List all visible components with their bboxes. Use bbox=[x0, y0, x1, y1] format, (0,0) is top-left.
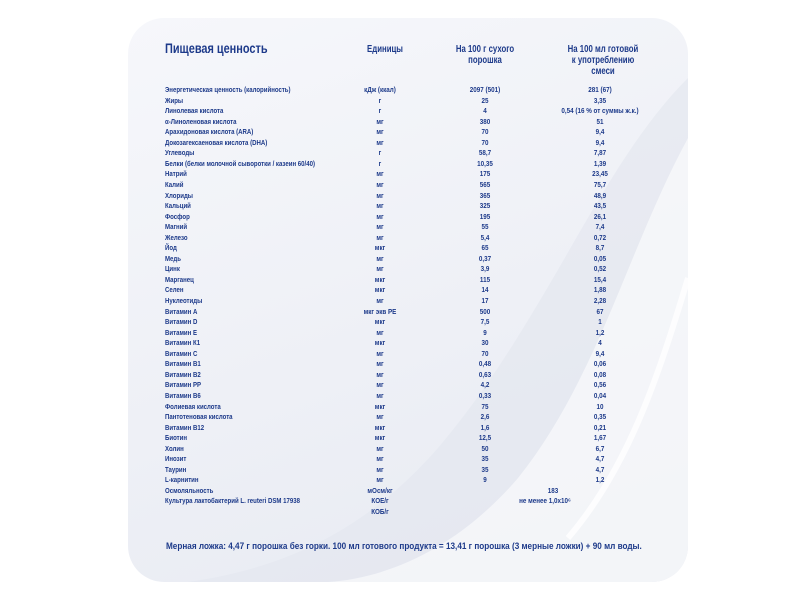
value-per-100g-dry: 0,63 bbox=[478, 369, 492, 379]
value-per-100g-dry: 500 bbox=[479, 306, 491, 316]
value-per-100g-dry: 380 bbox=[479, 116, 491, 126]
value-per-100ml-ready: 0,56 bbox=[593, 380, 607, 390]
table-row bbox=[165, 328, 665, 338]
table-row bbox=[165, 412, 665, 422]
nutrient-unit: г bbox=[378, 106, 382, 116]
value-per-100ml-ready: 10 bbox=[596, 401, 604, 411]
value-per-100ml-ready: 1 bbox=[598, 317, 602, 327]
nutrient-unit: мг bbox=[376, 369, 384, 379]
table-row bbox=[165, 454, 665, 464]
nutrient-name: Витамин В1 bbox=[165, 359, 201, 369]
nutrient-name: Йод bbox=[165, 243, 177, 253]
table-row bbox=[165, 127, 665, 137]
nutrient-name: Линолевая кислота bbox=[165, 106, 224, 116]
nutrient-name: Биотин bbox=[165, 433, 187, 443]
nutrient-unit: мг bbox=[376, 264, 384, 274]
nutrient-unit: мг bbox=[376, 475, 384, 485]
nutrient-name: Витамин К1 bbox=[165, 338, 201, 348]
value-per-100ml-ready: 4,7 bbox=[595, 454, 605, 464]
nutrient-unit: мкг bbox=[374, 243, 386, 253]
nutrient-name: Жиры bbox=[165, 95, 184, 105]
nutrient-unit: г bbox=[378, 148, 382, 158]
table-row bbox=[165, 85, 665, 95]
table-row bbox=[165, 191, 665, 201]
value-per-100g-dry: 365 bbox=[479, 190, 491, 200]
nutrient-name: Кальций bbox=[165, 201, 191, 211]
nutrient-unit: мг bbox=[376, 253, 384, 263]
nutrient-unit: мг bbox=[376, 222, 384, 232]
value-per-100ml-ready: 51 bbox=[596, 116, 604, 126]
table-row bbox=[165, 117, 665, 127]
value-per-100ml-ready: 1,2 bbox=[595, 327, 605, 337]
nutrient-name: Докозагексаеновая кислота (DHA) bbox=[165, 137, 268, 147]
nutrient-name: Медь bbox=[165, 253, 182, 263]
value-per-100ml-ready: 0,52 bbox=[593, 264, 607, 274]
table-row bbox=[165, 317, 665, 327]
nutrient-unit: мг bbox=[376, 464, 384, 474]
nutrient-name: α-Линоленовая кислота bbox=[165, 116, 237, 126]
value-per-100g-dry: 4 bbox=[483, 106, 487, 116]
value-per-100g-dry: 195 bbox=[479, 211, 491, 221]
value-per-100ml-ready: 67 bbox=[596, 306, 604, 316]
table-row bbox=[165, 423, 665, 433]
value-per-100ml-ready: 3,35 bbox=[593, 95, 607, 105]
value-per-100ml-ready: 8,7 bbox=[595, 243, 605, 253]
footnote: Мерная ложка: 4,47 г порошка без горки. 100 мл готового продукта = 13,41 г порошка (3 мерные ложки) + 90 мл воды. bbox=[166, 541, 642, 552]
nutrient-unit: г bbox=[378, 158, 382, 168]
nutrient-name: Фолиевая кислота bbox=[165, 401, 221, 411]
value-per-100ml-ready: 0,21 bbox=[593, 422, 607, 432]
value-per-100ml-ready: 9,4 bbox=[595, 127, 605, 137]
value-per-100ml-ready: 1,2 bbox=[595, 475, 605, 485]
value-per-100g-dry: 3,9 bbox=[480, 264, 490, 274]
table-row bbox=[165, 507, 665, 517]
value-per-100g-dry: 10,35 bbox=[477, 158, 493, 168]
value-per-100ml-ready: 2,28 bbox=[593, 296, 607, 305]
table-row bbox=[165, 475, 665, 485]
value-per-100ml-ready: не менее 1,0x10⁶ bbox=[519, 496, 571, 506]
nutrient-unit: мг bbox=[376, 201, 384, 211]
nutrient-name: Витамин Е bbox=[165, 327, 198, 337]
value-per-100ml-ready: 0,54 (16 % от суммы ж.к.) bbox=[561, 106, 639, 116]
value-per-100ml-ready: 7,4 bbox=[595, 222, 605, 232]
nutrient-name: Железо bbox=[165, 232, 188, 242]
value-per-100g-dry: 5,4 bbox=[480, 232, 490, 242]
nutrient-unit: мкг bbox=[374, 401, 386, 411]
nutrient-unit: КОЕ/г bbox=[371, 496, 389, 506]
dry-header-line1: На 100 г сухого bbox=[455, 44, 515, 55]
table-row bbox=[165, 96, 665, 106]
nutrient-unit: мг bbox=[376, 116, 384, 126]
table-row bbox=[165, 370, 665, 380]
table-row bbox=[165, 254, 665, 264]
nutrient-name: Натрий bbox=[165, 169, 187, 179]
nutrient-unit: мг bbox=[376, 211, 384, 221]
value-per-100g-dry: 14 bbox=[481, 285, 489, 295]
nutrient-unit: мкг bbox=[374, 317, 386, 327]
table-row bbox=[165, 496, 665, 506]
value-per-100g-dry: 35 bbox=[481, 464, 489, 474]
table-row bbox=[165, 465, 665, 475]
value-per-100g-dry: 70 bbox=[481, 127, 489, 137]
value-per-100ml-ready: 23,45 bbox=[592, 169, 608, 179]
nutrient-name: Селен bbox=[165, 285, 184, 295]
table-row bbox=[165, 148, 665, 158]
value-per-100g-dry: 1,6 bbox=[480, 422, 490, 432]
nutrient-name: Витамин В12 bbox=[165, 422, 205, 432]
nutrient-unit: мг bbox=[376, 454, 384, 464]
nutrient-unit: мг bbox=[376, 127, 384, 137]
value-per-100ml-ready: 7,87 bbox=[593, 148, 607, 158]
table-row bbox=[165, 275, 665, 285]
table-row bbox=[165, 402, 665, 412]
column-header-dry-powder bbox=[450, 44, 520, 66]
table-row bbox=[165, 359, 665, 369]
table-row bbox=[165, 201, 665, 211]
nutrient-name: Хлориды bbox=[165, 190, 193, 200]
value-per-100g-dry: 75 bbox=[481, 401, 489, 411]
value-per-100g-dry: 17 bbox=[481, 296, 489, 305]
value-per-100g-dry: 9 bbox=[483, 475, 487, 485]
value-per-100ml-ready: 26,1 bbox=[593, 211, 607, 221]
value-per-100ml-ready: 1,88 bbox=[593, 285, 607, 295]
value-per-100ml-ready: 0,72 bbox=[593, 232, 607, 242]
nutrient-unit: мкг bbox=[374, 433, 386, 443]
value-per-100g-dry: 0,37 bbox=[478, 253, 492, 263]
table-row bbox=[165, 349, 665, 359]
value-per-100ml-ready: 9,4 bbox=[595, 348, 605, 358]
value-per-100g-dry: 565 bbox=[479, 179, 491, 189]
value-per-100g-dry: 70 bbox=[481, 348, 489, 358]
ready-header-line3: смеси bbox=[591, 66, 615, 77]
nutrient-name: Витамин В6 bbox=[165, 390, 201, 400]
nutrient-unit: мкг bbox=[374, 274, 386, 284]
table-row bbox=[165, 444, 665, 454]
value-per-100g-dry: 115 bbox=[479, 274, 491, 284]
value-per-100g-dry: 325 bbox=[479, 201, 491, 211]
nutrient-name: Фосфор bbox=[165, 211, 190, 221]
nutrient-unit: мкг bbox=[374, 422, 386, 432]
value-per-100ml-ready: 4,7 bbox=[595, 464, 605, 474]
value-per-100ml-ready: 0,35 bbox=[593, 412, 607, 422]
value-per-100ml-ready: 1,39 bbox=[593, 158, 607, 168]
value-per-100g-dry: 0,33 bbox=[478, 390, 492, 400]
value-per-100g-dry: 35 bbox=[481, 454, 489, 464]
nutrient-unit: мг bbox=[376, 412, 384, 422]
value-per-100g-dry: 25 bbox=[481, 95, 489, 105]
value-per-100g-dry: 12,5 bbox=[478, 433, 492, 443]
ready-header-line2: к употреблению bbox=[571, 55, 635, 66]
nutrient-name: Энергетическая ценность (калорийность) bbox=[165, 85, 291, 94]
nutrient-unit: мг bbox=[376, 380, 384, 390]
nutrient-name: Витамин РР bbox=[165, 380, 202, 390]
ready-header-line1: На 100 мл готовой bbox=[567, 44, 639, 55]
nutrient-name: Витамин С bbox=[165, 348, 198, 358]
nutrient-unit: мг bbox=[376, 296, 384, 305]
nutrient-name: Осмоляльность bbox=[165, 485, 214, 495]
value-per-100ml-ready: 48,9 bbox=[593, 190, 607, 200]
nutrient-name: Магний bbox=[165, 222, 188, 232]
value-per-100ml-ready: 4 bbox=[598, 338, 602, 348]
nutrient-name: L-карнитин bbox=[165, 475, 199, 485]
value-per-100g-dry: 9 bbox=[483, 327, 487, 337]
table-row bbox=[165, 159, 665, 169]
table-row bbox=[165, 138, 665, 148]
table-row bbox=[165, 233, 665, 243]
value-per-100g-dry: 70 bbox=[481, 137, 489, 147]
table-row bbox=[165, 243, 665, 253]
value-per-100ml-ready: 15,4 bbox=[593, 274, 607, 284]
value-per-100g-dry: 58,7 bbox=[478, 148, 492, 158]
table-row bbox=[165, 486, 665, 496]
table-row bbox=[165, 380, 665, 390]
value-per-100g-dry: 30 bbox=[481, 338, 489, 348]
table-row bbox=[165, 222, 665, 232]
value-per-100ml-ready: 0,04 bbox=[593, 390, 607, 400]
table-row bbox=[165, 169, 665, 179]
nutrient-name: Арахидоновая кислота (ARA) bbox=[165, 127, 254, 137]
table-row bbox=[165, 106, 665, 116]
column-header-ready-mix bbox=[560, 44, 646, 77]
table-row bbox=[165, 433, 665, 443]
page-title: Пищевая ценность bbox=[165, 40, 268, 56]
nutrient-name: Пантотеновая кислота bbox=[165, 412, 233, 422]
nutrient-unit: мг bbox=[376, 443, 384, 453]
nutrient-name: Витамин В2 bbox=[165, 369, 201, 379]
nutrient-unit: мг bbox=[376, 359, 384, 369]
nutrient-name: Таурин bbox=[165, 464, 187, 474]
value-per-100g-dry: 50 bbox=[481, 443, 489, 453]
nutrient-name: Холин bbox=[165, 443, 184, 453]
column-header-units bbox=[354, 44, 416, 55]
value-per-100g-dry: 0,48 bbox=[478, 359, 492, 369]
value-per-100ml-ready: 0,08 bbox=[593, 369, 607, 379]
nutrient-unit: мг bbox=[376, 348, 384, 358]
value-per-100ml-ready: 0,06 bbox=[593, 359, 607, 369]
nutrient-name: Нуклеотиды bbox=[165, 296, 203, 305]
value-per-100g-dry: 7,5 bbox=[480, 317, 490, 327]
value-per-100g-dry: 175 bbox=[479, 169, 491, 179]
value-per-100g-dry: 4,2 bbox=[480, 380, 490, 390]
value-per-100ml-ready: 43,5 bbox=[593, 201, 607, 211]
value-per-100ml-ready: 75,7 bbox=[593, 179, 607, 189]
value-per-100ml-ready: 281 (67) bbox=[588, 85, 612, 94]
nutrient-name: Витамин D bbox=[165, 317, 198, 327]
nutrient-unit: мг bbox=[376, 137, 384, 147]
nutrient-name: Культура лактобактерий L. reuteri DSM 17938 bbox=[165, 496, 300, 506]
nutrient-name: Марганец bbox=[165, 274, 194, 284]
value-per-100ml-ready: 1,67 bbox=[593, 433, 607, 443]
nutrient-unit: мг bbox=[376, 169, 384, 179]
nutrient-name: Витамин А bbox=[165, 306, 198, 316]
table-row bbox=[165, 391, 665, 401]
table-row bbox=[165, 212, 665, 222]
nutrient-name: Углеводы bbox=[165, 148, 195, 158]
nutrient-name: Белки (белки молочной сыворотки / казеин 60/40) bbox=[165, 158, 315, 168]
table-row bbox=[165, 338, 665, 348]
value-per-100g-dry: 55 bbox=[481, 222, 489, 232]
nutrient-unit: г bbox=[378, 95, 382, 105]
value-per-100ml-ready: 9,4 bbox=[595, 137, 605, 147]
nutrient-name: Цинк bbox=[165, 264, 180, 274]
table-row bbox=[165, 264, 665, 274]
nutrient-unit: мкг bbox=[374, 338, 386, 348]
nutrient-unit: мОсм/кг bbox=[367, 485, 393, 495]
nutrient-unit: мкг bbox=[374, 285, 386, 295]
table-row bbox=[165, 285, 665, 295]
nutrient-unit: кДж (ккал) bbox=[364, 85, 396, 94]
nutrient-unit: мг bbox=[376, 327, 384, 337]
value-per-100ml-ready: 183 bbox=[547, 485, 559, 495]
units-header-label: Единицы bbox=[367, 44, 403, 55]
nutrient-name: Калий bbox=[165, 179, 184, 189]
dry-header-line2: порошка bbox=[468, 55, 502, 66]
table-row bbox=[165, 307, 665, 317]
nutrient-name: Инозит bbox=[165, 454, 187, 464]
nutrient-unit: мг bbox=[376, 390, 384, 400]
value-per-100g-dry: 2,6 bbox=[480, 412, 490, 422]
table-row bbox=[165, 296, 665, 306]
nutrient-unit: мкг экв РЕ bbox=[363, 306, 397, 316]
table-row bbox=[165, 180, 665, 190]
nutrient-unit: мг bbox=[376, 179, 384, 189]
nutrient-unit: мг bbox=[376, 232, 384, 242]
nutrient-unit: КОБ/г bbox=[371, 507, 389, 516]
value-per-100g-dry: 2097 (501) bbox=[469, 85, 501, 94]
value-per-100g-dry: 65 bbox=[481, 243, 489, 253]
value-per-100ml-ready: 0,05 bbox=[593, 253, 607, 263]
nutrient-unit: мг bbox=[376, 190, 384, 200]
value-per-100ml-ready: 6,7 bbox=[595, 443, 605, 453]
